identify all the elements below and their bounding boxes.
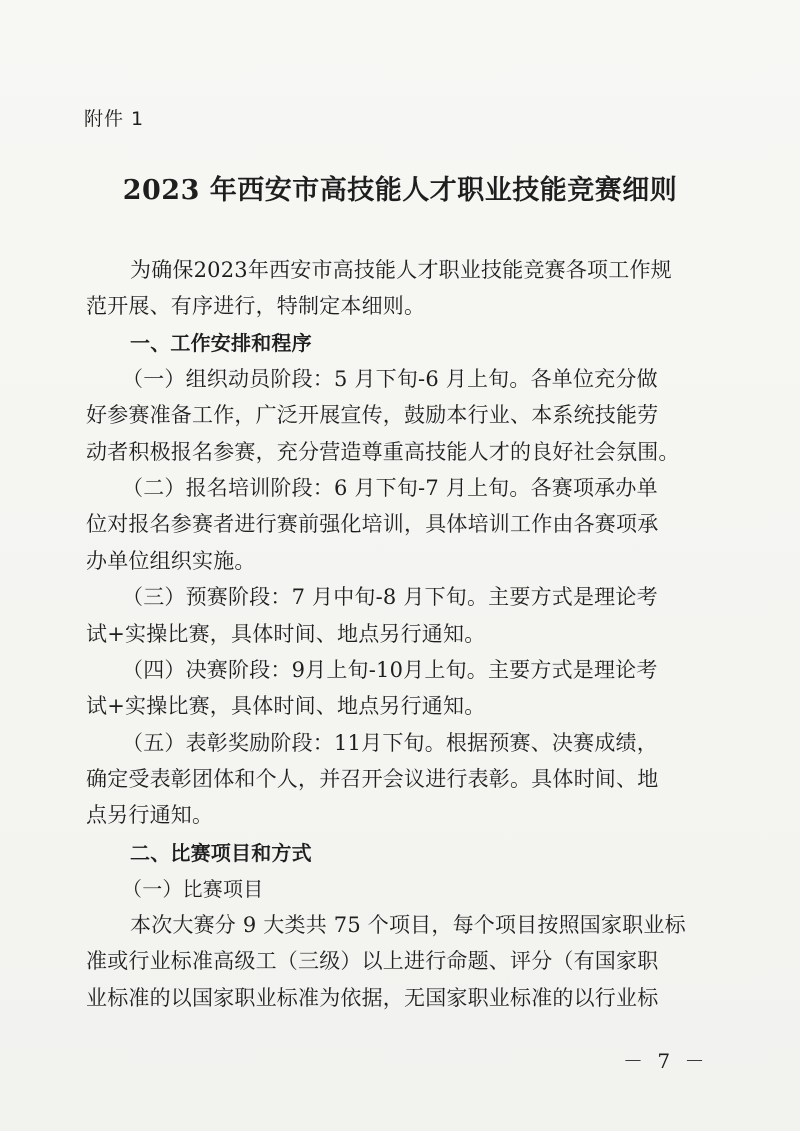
paragraph-line: （二）报名培训阶段：6 月下旬-7 月上旬。各赛项承办单: [122, 476, 658, 500]
paragraph-line: 动者积极报名参赛，充分营造尊重高技能人才的良好社会氛围。: [86, 440, 680, 464]
paragraph-line: 试+实操比赛，具体时间、地点另行通知。: [86, 622, 486, 646]
paragraph-line: 准或行业标准高级工（三级）以上进行命题、评分（有国家职: [86, 949, 659, 973]
paragraph-line: 好参赛准备工作，广泛开展宣传，鼓励本行业、本系统技能劳: [86, 403, 659, 427]
paragraph-line: 确定受表彰团体和个人，并召开会议进行表彰。具体时间、地: [86, 767, 659, 791]
page-number: － 7 －: [623, 1049, 709, 1073]
attachment-label: 附件 1: [84, 108, 145, 130]
section-heading: 一、工作安排和程序: [130, 331, 312, 355]
paragraph-line: 为确保2023年西安市高技能人才职业技能竞赛各项工作规: [130, 258, 672, 282]
paragraph-line: （一）组织动员阶段：5 月下旬-6 月上旬。各单位充分做: [122, 367, 658, 391]
section-heading: 二、比赛项目和方式: [130, 841, 312, 865]
paragraph-line: （四）决赛阶段：9月上旬-10月上旬。主要方式是理论考: [122, 658, 658, 682]
paragraph-line: 试+实操比赛，具体时间、地点另行通知。: [86, 694, 486, 718]
subsection-heading: （一）比赛项目: [122, 877, 264, 901]
paragraph-line: 位对报名参赛者进行赛前强化培训，具体培训工作由各赛项承: [86, 512, 659, 536]
paragraph-line: 点另行通知。: [86, 803, 214, 827]
document-title: 2023 年西安市高技能人才职业技能竞赛细则: [122, 175, 678, 206]
paragraph-line: 本次大赛分 9 大类共 75 个项目，每个项目按照国家职业标: [130, 913, 686, 937]
paragraph-line: 办单位组织实施。: [86, 549, 256, 573]
paragraph-line: 范开展、有序进行，特制定本细则。: [86, 294, 426, 318]
paragraph-line: 业标准的以国家职业标准为依据，无国家职业标准的以行业标: [86, 986, 659, 1010]
paragraph-line: （三）预赛阶段：7 月中旬-8 月下旬。主要方式是理论考: [122, 585, 658, 609]
paragraph-line: （五）表彰奖励阶段：11月下旬。根据预赛、决赛成绩，: [122, 731, 658, 755]
